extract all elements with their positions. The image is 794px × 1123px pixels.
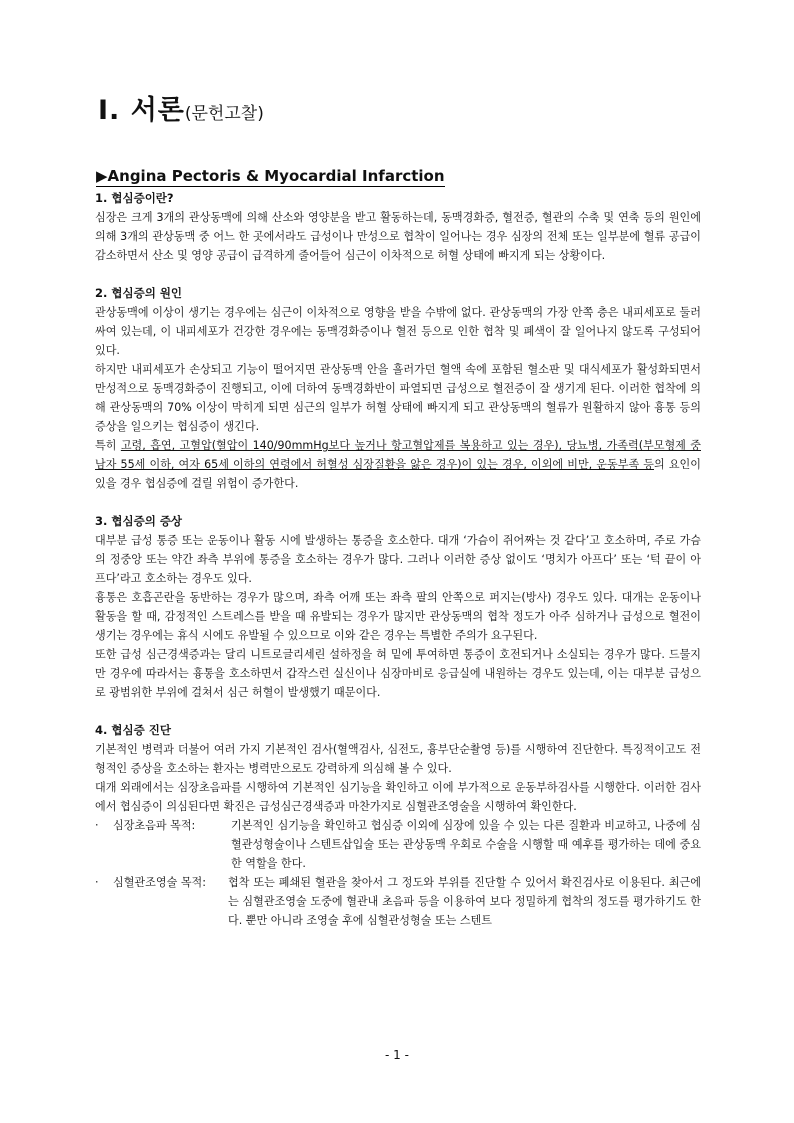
bullet-dot: · bbox=[95, 876, 99, 889]
heading-definition: 1. 협심증이란? bbox=[95, 191, 174, 205]
paragraph: 심장은 크게 3개의 관상동맥에 의해 산소와 영양분을 받고 활동하는데, 동맥경화증, 혈전증, 혈관의 수축 및 연축 등의 원인에 의해 3개의 관상동맥 중 어느 한 곳에서라도 급성이나 만성으로 협착이 일어나는 경우 심장의 전체 또는 일부분에 혈류 공급이 감소하면서 산소 및 영양 공급이 급격하게 줄어들어 심근이 이차적으로 허혈 상태에 빠지게 되는 상황이다. bbox=[95, 211, 701, 262]
title-main: Ⅰ. 서론 bbox=[98, 95, 185, 126]
document-body bbox=[95, 189, 701, 930]
page-number: - 1 - bbox=[385, 1048, 409, 1062]
paragraph: 대부분 급성 통증 또는 운동이나 활동 시에 발생하는 통증을 호소한다. 대개 ‘가슴이 쥐어짜는 것 같다’고 호소하며, 주로 가슴의 정중앙 또는 약간 좌측 부위에 통증을 호소하는 경우가 많다. 그러나 이러한 증상 없이도 ‘명치가 아프다’ 또는 ‘턱 끝이 아프다’라고 호소하는 경우도 있다. bbox=[95, 534, 701, 585]
paragraph: 또한 급성 심근경색증과는 달리 니트로글리세린 설하정을 혀 밑에 투여하면 통증이 호전되거나 소실되는 경우가 많다. 드물지만 경우에 따라서는 흉통을 호소하면서 갑작스런 실신이나 심장마비로 응급실에 내원하는 경우도 있는데, 이는 대부분 급성으로 광범위한 부위에 걸쳐서 심근 허혈이 발생했기 때문이다. bbox=[95, 648, 701, 699]
paragraph: 하지만 내피세포가 손상되고 기능이 떨어지면 관상동맥 안을 흘러가던 혈액 속에 포함된 혈소판 및 대식세포가 활성화되면서 만성적으로 동맥경화증이 진행되고, 이에 더하여 동맥경화반이 파열되면 급성으로 혈전증이 잘 생기게 된다. 이러한 협착에 의해 관상동맥의 70% 이상이 막히게 되면 심근의 일부가 허혈 상태에 빠지게 되고 관상동맥의 혈류가 원활하지 않아 흉통 등의 증상을 일으키는 협심증이 생긴다. bbox=[95, 363, 701, 433]
paragraph: 기본적인 병력과 더불어 여러 가지 기본적인 검사(혈액검사, 심전도, 흉부단순촬영 등)를 시행하여 진단한다. 특징적이고도 전형적인 증상을 호소하는 환자는 병력만으로도 강력하게 의심해 볼 수 있다. bbox=[95, 743, 701, 775]
title-sub: (문헌고찰) bbox=[184, 104, 264, 124]
underlined-risk-factors: 고령, 흡연, 고혈압(혈압이 140/90mmHg보다 높거나 항고혈압제를 복용하고 있는 경우), 당뇨병, 가족력(부모형제 중 남자 55세 이하, 여자 65세 이하의 연령에서 허혈성 심장질환을 앓은 경우)이 있는 경우, 이외에 비만, 운동부족 등 bbox=[95, 439, 701, 471]
bullet-label: 심혈관조영술 목적: bbox=[113, 876, 206, 889]
paragraph-risk-factors: 특히 고령, 흡연, 고혈압(혈압이 140/90mmHg보다 높거나 항고혈압제를 복용하고 있는 경우), 당뇨병, 가족력(부모형제 중 남자 55세 이하, 여자 65세 이하의 연령에서 허혈성 심장질환을 앓은 경우)이 있는 경우, 이외에 비만, 운동부족 등의 요인이 있을 경우 협심증에 걸릴 위험이 증가한다. bbox=[95, 439, 701, 490]
paragraph: 대개 외래에서는 심장초음파를 시행하여 기본적인 심기능을 확인하고 이에 부가적으로 운동부하검사를 시행한다. 이러한 검사에서 협심증이 의심된다면 확진은 급성심근경색증과 마찬가지로 심혈관조영술을 시행하여 확인한다. bbox=[95, 781, 701, 813]
heading-causes: 2. 협심증의 원인 bbox=[95, 286, 183, 300]
bullet-item bbox=[95, 873, 701, 930]
bullet-text: 협착 또는 폐쇄된 혈관을 찾아서 그 정도와 부위를 진단할 수 있어서 확진검사로 이용된다. 최근에는 심혈관조영술 도중에 혈관내 초음파 등을 이용하여 보다 정밀하게 협착의 정도를 평가하기도 한다. 뿐만 아니라 조영술 후에 심혈관성형술 또는 스텐트 bbox=[228, 876, 701, 927]
section-heading: ▶Angina Pectoris & Myocardial Infarction bbox=[96, 167, 445, 185]
bullet-label: 심장초음파 목적: bbox=[113, 819, 196, 832]
heading-diagnosis: 4. 협심증 진단 bbox=[95, 723, 171, 737]
bullet-dot: · bbox=[95, 819, 99, 832]
paragraph: 관상동맥에 이상이 생기는 경우에는 심근이 이차적으로 영향을 받을 수밖에 없다. 관상동맥의 가장 안쪽 층은 내피세포로 둘러싸여 있는데, 이 내피세포가 건강한 경우에는 동맥경화증이나 혈전 등으로 인한 협착 및 폐색이 잘 일어나지 않도록 구성되어 있다. bbox=[95, 306, 701, 357]
heading-symptoms: 3. 협심증의 증상 bbox=[95, 514, 183, 528]
paragraph: 흉통은 호흡곤란을 동반하는 경우가 많으며, 좌측 어깨 또는 좌측 팔의 안쪽으로 퍼지는(방사) 경우도 있다. 대개는 운동이나 활동을 할 때, 감정적인 스트레스를 받을 때 유발되는 경우가 많지만 관상동맥의 협착 정도가 아주 심하거나 급성으로 혈전이 생기는 경우에는 휴식 시에도 유발될 수 있으므로 이와 같은 경우는 특별한 주의가 요구된다. bbox=[95, 591, 701, 642]
bullet-text: 기본적인 심기능을 확인하고 협심증 이외에 심장에 있을 수 있는 다른 질환과 비교하고, 나중에 심혈관성형술이나 스텐트삽입술 또는 관상동맥 우회로 수술을 시행할 때 예후를 평가하는 데에 중요한 역할을 한다. bbox=[231, 819, 701, 870]
page-title bbox=[98, 88, 264, 127]
bullet-item bbox=[95, 816, 701, 873]
